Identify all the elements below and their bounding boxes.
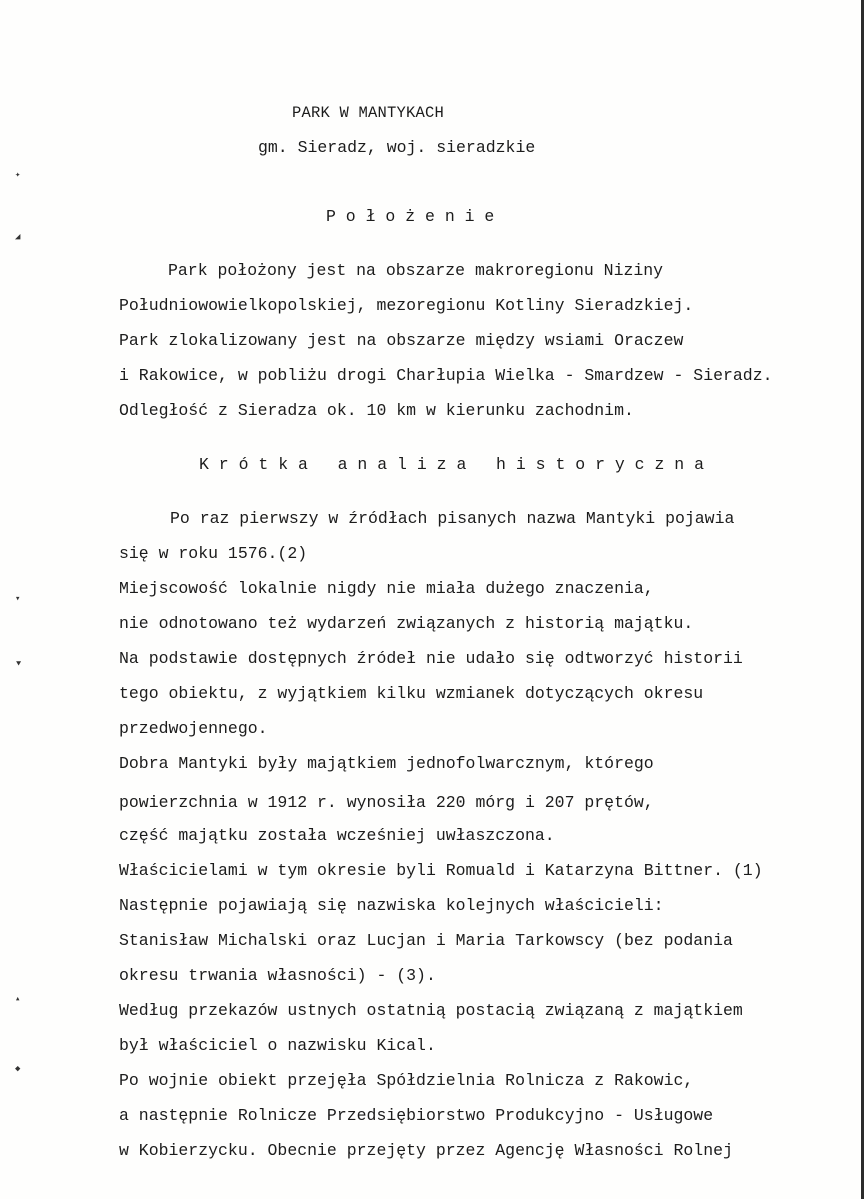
paragraph-line: Miejscowość lokalnie nigdy nie miała dużego znaczenia, (119, 579, 654, 598)
paragraph-line: Stanisław Michalski oraz Lucjan i Maria Tarkowscy (bez podania (119, 931, 733, 950)
paragraph-line: a następnie Rolnicze Przedsiębiorstwo Produkcyjno - Usługowe (119, 1106, 714, 1125)
paragraph-line: przedwojennego. (119, 719, 268, 738)
paragraph-line: Według przekazów ustnych ostatnią postacią związaną z majątkiem (119, 1001, 743, 1020)
section-heading-history: K r ó t k a a n a l i z a h i s t o r y c z n a (199, 455, 704, 474)
paragraph-line: Park zlokalizowany jest na obszarze między wsiami Oraczew (119, 331, 684, 350)
paragraph-line: część majątku została wcześniej uwłaszczona. (119, 826, 555, 845)
paragraph-line: okresu trwania własności) - (3). (119, 966, 436, 985)
document-title: PARK W MANTYKACH (292, 104, 445, 122)
margin-mark: ✦ (15, 170, 21, 180)
margin-mark: ⯆ (15, 660, 23, 670)
paragraph-line: Na podstawie dostępnych źródeł nie udało się odtworzyć historii (119, 649, 743, 668)
margin-mark: ▴ (15, 994, 21, 1004)
paragraph-line: Po wojnie obiekt przejęła Spółdzielnia Rolnicza z Rakowic, (119, 1071, 694, 1090)
paragraph-line: Odległość z Sieradza ok. 10 km w kierunku zachodnim. (119, 401, 634, 420)
paragraph-line: był właściciel o nazwisku Kical. (119, 1036, 436, 1055)
paragraph-line: się w roku 1576.(2) (119, 544, 308, 563)
paragraph-line: Następnie pojawiają się nazwiska kolejnych właścicieli: (119, 896, 664, 915)
section-heading-location: P o ł o ż e n i e (326, 207, 495, 226)
document-subtitle: gm. Sieradz, woj. sieradzkie (258, 138, 536, 157)
paragraph-line: Dobra Mantyki były majątkiem jednofolwarcznym, którego (119, 754, 654, 773)
paragraph-line: powierzchnia w 1912 r. wynosiła 220 mórg i 207 prętów, (119, 793, 654, 812)
margin-mark: ▾ (15, 594, 21, 604)
paragraph-line: Właścicielami w tym okresie byli Romuald i Katarzyna Bittner. (1) (119, 861, 763, 880)
paragraph-line: nie odnotowano też wydarzeń związanych z historią majątku. (119, 614, 694, 633)
margin-mark: ◆ (15, 1064, 21, 1074)
paragraph-line: tego obiektu, z wyjątkiem kilku wzmianek dotyczących okresu (119, 684, 704, 703)
paragraph-line: Po raz pierwszy w źródłach pisanych nazwa Mantyki pojawia (170, 509, 735, 528)
paragraph-line: w Kobierzycku. Obecnie przejęty przez Agencję Własności Rolnej (119, 1141, 733, 1160)
paragraph-line: Południowowielkopolskiej, mezoregionu Kotliny Sieradzkiej. (119, 296, 694, 315)
paragraph-line: i Rakowice, w pobliżu drogi Charłupia Wielka - Smardzew - Sieradz. (119, 366, 773, 385)
margin-mark: ◢ (15, 232, 21, 242)
paragraph-line: Park położony jest na obszarze makroregionu Niziny (168, 261, 664, 280)
